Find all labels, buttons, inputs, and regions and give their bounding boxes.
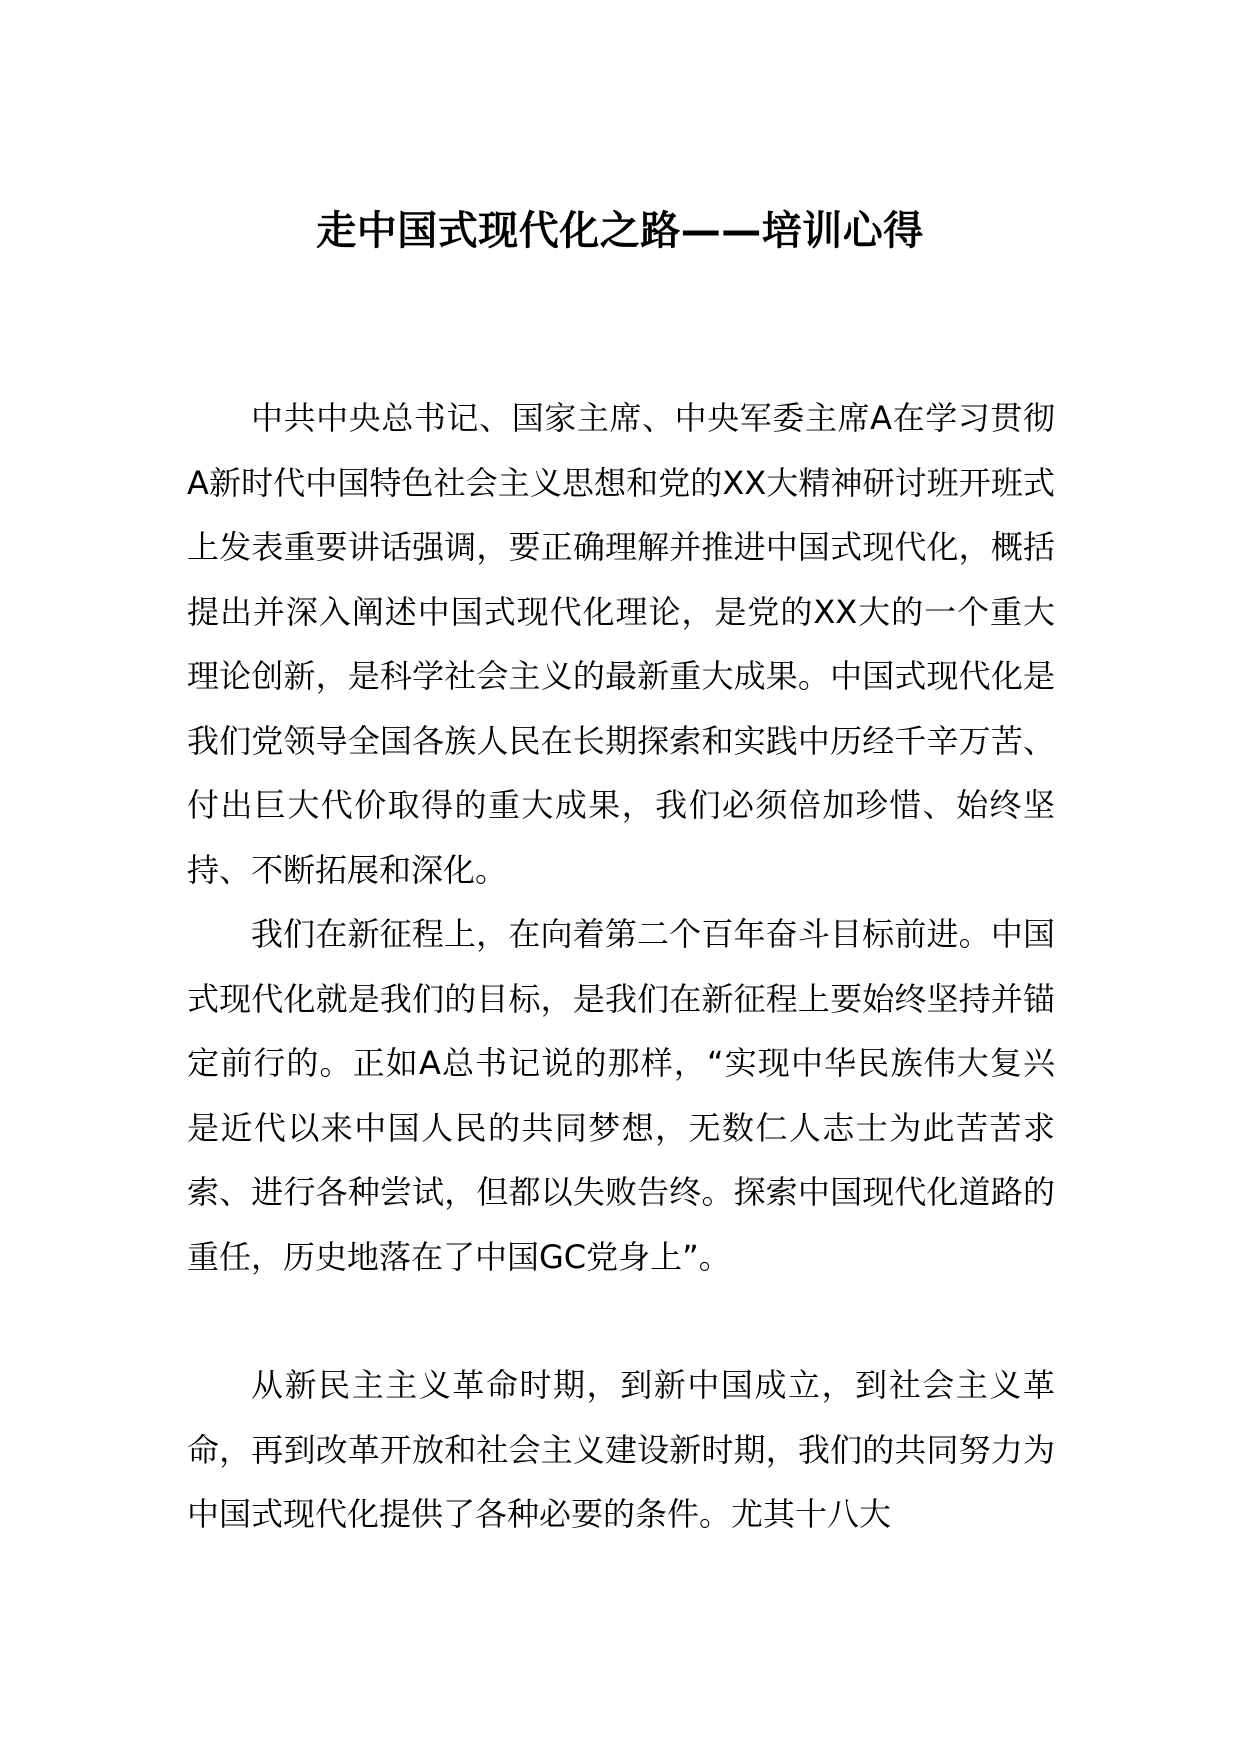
paragraph-1: 中共中央总书记、国家主席、中央军委主席A在学习贯彻A新时代中国特色社会主义思想和党的XX大精神研讨班开班式上发表重要讲话强调，要正确理解并推进中国式现代化，概括提出并深入阐述中国式现代化理论，是党的XX大的一个重大理论创新，是科学社会主义的最新重大成果。中国式现代化是我们党领导全国各族人民在长期探索和实践中历经千辛万苦、付出巨大代价取得的重大成果，我们必须倍加珍惜、始终坚持、不断拓展和深化。 (187, 399, 1055, 889)
paragraph-3: 从新民主主义革命时期，到新中国成立，到社会主义革命，再到改革开放和社会主义建设新时期，我们的共同努力为中国式现代化提供了各种必要的条件。尤其十八大 (187, 1366, 1055, 1533)
document-title: 走中国式现代化之路——培训心得 (316, 208, 924, 254)
paragraph-2: 我们在新征程上，在向着第二个百年奋斗目标前进。中国式现代化就是我们的目标，是我们在新征程上要始终坚持并锚定前行的。正如A总书记说的那样，“实现中华民族伟大复兴是近代以来中国人民的共同梦想，无数仁人志士为此苦苦求索、进行各种尝试，但都以失败告终。探索中国现代化道路的重任，历史地落在了中国GC党身上”。 (187, 915, 1055, 1276)
document-body (187, 386, 1055, 1547)
